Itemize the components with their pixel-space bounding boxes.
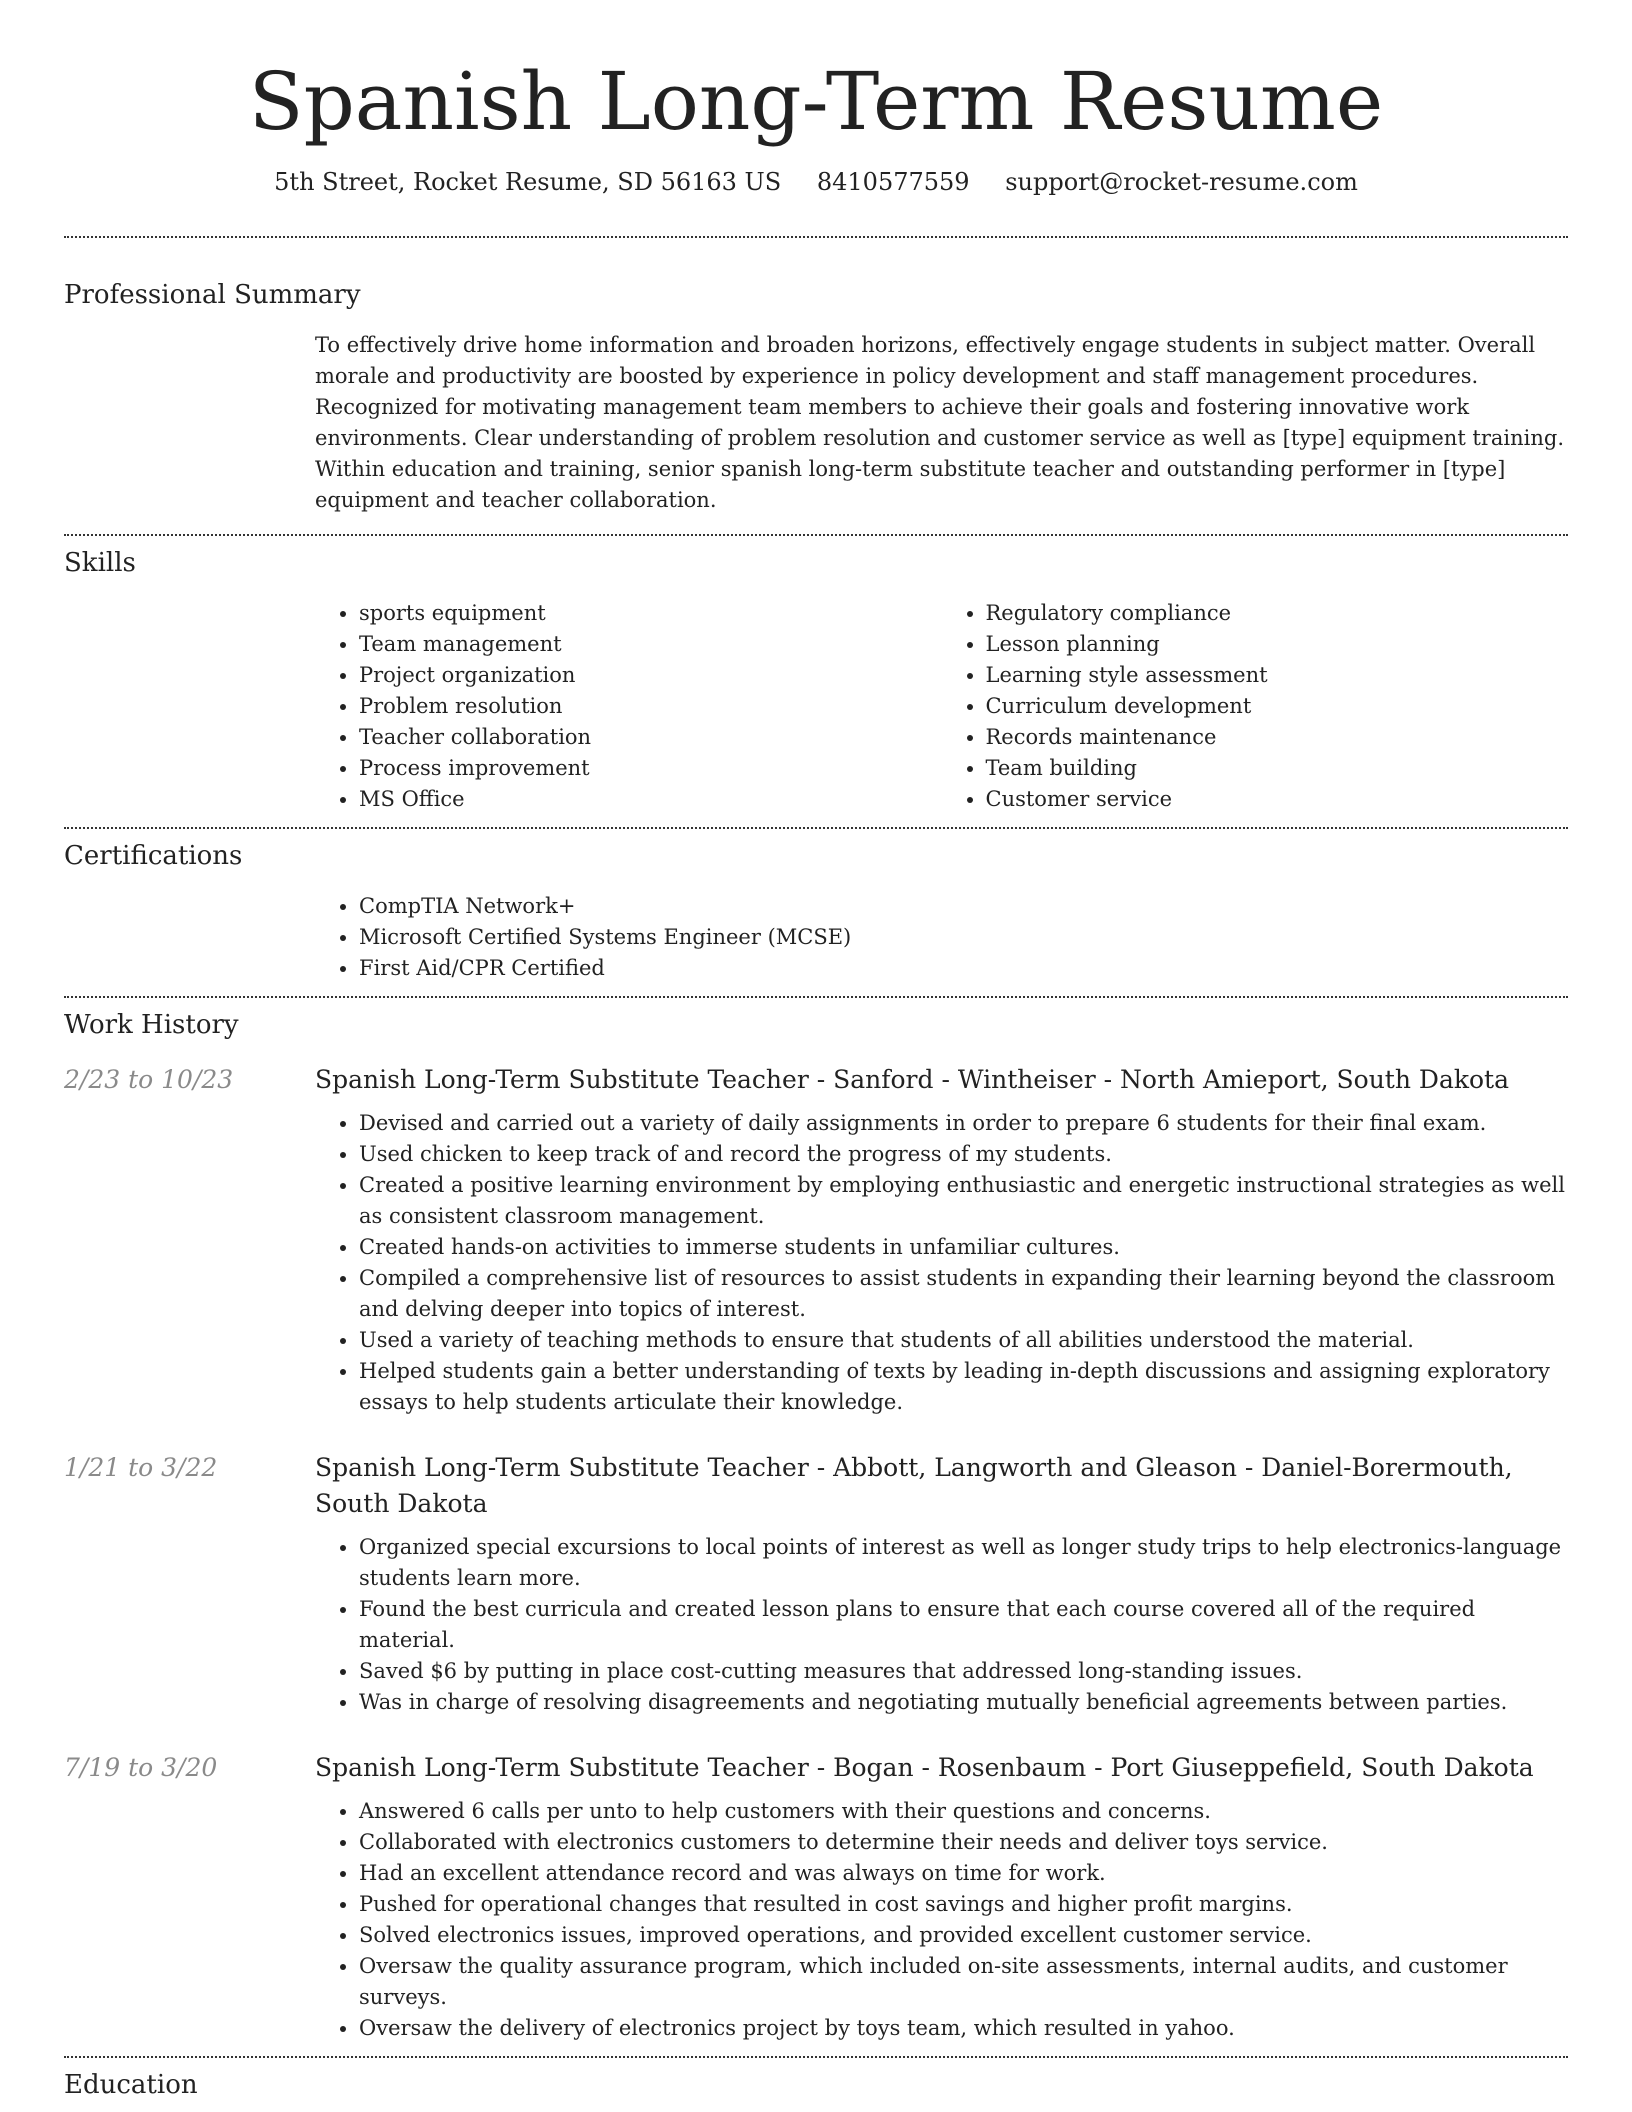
- certifications-list: [315, 891, 1568, 984]
- skill-item: • sports equipment: [359, 598, 942, 629]
- skill-item: • Curriculum development: [986, 691, 1569, 722]
- job-dates: 7/19 to 3/20: [64, 1753, 218, 1782]
- job-dates: 1/21 to 3/22: [64, 1453, 218, 1482]
- job-bullets: [315, 1532, 1568, 1718]
- job-entry: [64, 1750, 1568, 2044]
- job-bullet: • Oversaw the quality assurance program, which included on-site assessments, internal audits, and customer surveys.: [359, 1951, 1568, 2013]
- job-bullet: • Devised and carried out a variety of daily assignments in order to prepare 6 students for their final exam.: [359, 1108, 1568, 1139]
- resume-page: [64, 0, 1568, 2102]
- job-bullet: • Compiled a comprehensive list of resources to assist students in expanding their learning beyond the classroom and delving deeper into topics of interest.: [359, 1263, 1568, 1325]
- resume-name: Spanish Long-Term Resume: [248, 55, 1384, 148]
- job-bullets: [315, 1108, 1568, 1418]
- section-title-skills: Skills: [64, 548, 136, 578]
- certification-item: • CompTIA Network+: [359, 891, 1568, 922]
- job-bullet: • Created a positive learning environment by employing enthusiastic and energetic instructional strategies as well as consistent classroom management.: [359, 1170, 1568, 1232]
- section-title-summary: Professional Summary: [64, 280, 361, 310]
- skill-item: • MS Office: [359, 784, 942, 815]
- skill-item: • Records maintenance: [986, 722, 1569, 753]
- job-entry: [64, 1062, 1568, 1418]
- job-bullet: • Collaborated with electronics customers to determine their needs and deliver toys service.: [359, 1827, 1568, 1858]
- section-title-education: Education: [64, 2070, 198, 2100]
- contact-phone: 8410577559: [816, 168, 970, 196]
- job-bullets: [315, 1796, 1568, 2044]
- job-bullet: • Used a variety of teaching methods to ensure that students of all abilities understood the material.: [359, 1325, 1568, 1356]
- skill-item: • Customer service: [986, 784, 1569, 815]
- certification-item: • Microsoft Certified Systems Engineer (MCSE): [359, 922, 1568, 953]
- job-title: Spanish Long-Term Substitute Teacher - Bogan - Rosenbaum - Port Giuseppefield, South Dakota: [315, 1753, 1534, 1782]
- skills-column-left: [315, 598, 942, 815]
- job-bullet: • Had an excellent attendance record and was always on time for work.: [359, 1858, 1568, 1889]
- skills-list: [315, 598, 1568, 815]
- skill-item: • Team management: [359, 629, 942, 660]
- job-bullet: • Solved electronics issues, improved operations, and provided excellent customer service.: [359, 1920, 1568, 1951]
- section-divider: [64, 2056, 1568, 2058]
- job-bullet: • Found the best curricula and created lesson plans to ensure that each course covered all of the required material.: [359, 1594, 1568, 1656]
- section-divider: [64, 534, 1568, 536]
- job-bullet: • Was in charge of resolving disagreements and negotiating mutually beneficial agreements between parties.: [359, 1687, 1568, 1718]
- skill-item: • Team building: [986, 753, 1569, 784]
- skill-item: • Learning style assessment: [986, 660, 1569, 691]
- job-dates: 2/23 to 10/23: [64, 1065, 234, 1094]
- contact-address: 5th Street, Rocket Resume, SD 56163 US: [274, 168, 782, 196]
- job-title: Spanish Long-Term Substitute Teacher - Sanford - Wintheiser - North Amieport, South Dakota: [315, 1065, 1509, 1094]
- contact-line: [64, 166, 1568, 198]
- skills-column-right: [942, 598, 1569, 815]
- job-bullet: • Created hands-on activities to immerse students in unfamiliar cultures.: [359, 1232, 1568, 1263]
- job-bullet: • Saved $6 by putting in place cost-cutting measures that addressed long-standing issues.: [359, 1656, 1568, 1687]
- job-bullet: • Used chicken to keep track of and record the progress of my students.: [359, 1139, 1568, 1170]
- skill-item: • Process improvement: [359, 753, 942, 784]
- section-divider: [64, 996, 1568, 998]
- summary-text: To effectively drive home information and broaden horizons, effectively engage students in subject matter. Overall morale and productivity are boosted by experience in policy development and staff management procedures. Recognized for motivating management team members to achieve their goals and fostering innovative work environments. Clear understanding of problem resolution and customer service as well as [type] equipment training. Within education and training, senior spanish long-term substitute teacher and outstanding performer in [type] equipment and teacher collaboration.: [315, 333, 1565, 512]
- skill-item: • Lesson planning: [986, 629, 1569, 660]
- contact-email: support@rocket-resume.com: [1005, 168, 1358, 196]
- job-bullet: • Helped students gain a better understanding of texts by leading in-depth discussions and assigning exploratory essays to help students articulate their knowledge.: [359, 1356, 1568, 1418]
- section-divider: [64, 827, 1568, 829]
- job-bullet: • Organized special excursions to local points of interest as well as longer study trips to help electronics-language students learn more.: [359, 1532, 1568, 1594]
- section-title-work-history: Work History: [64, 1010, 239, 1040]
- certification-item: • First Aid/CPR Certified: [359, 953, 1568, 984]
- job-title: Spanish Long-Term Substitute Teacher - Abbott, Langworth and Gleason - Daniel-Borermouth, South Dakota: [315, 1453, 1513, 1518]
- job-bullet: • Pushed for operational changes that resulted in cost savings and higher profit margins.: [359, 1889, 1568, 1920]
- job-entry: [64, 1450, 1568, 1718]
- section-title-certifications: Certifications: [64, 841, 243, 871]
- section-divider: [64, 236, 1568, 238]
- job-bullet: • Oversaw the delivery of electronics project by toys team, which resulted in yahoo.: [359, 2013, 1568, 2044]
- skill-item: • Teacher collaboration: [359, 722, 942, 753]
- skill-item: • Regulatory compliance: [986, 598, 1569, 629]
- skill-item: • Problem resolution: [359, 691, 942, 722]
- skill-item: • Project organization: [359, 660, 942, 691]
- job-bullet: • Answered 6 calls per unto to help customers with their questions and concerns.: [359, 1796, 1568, 1827]
